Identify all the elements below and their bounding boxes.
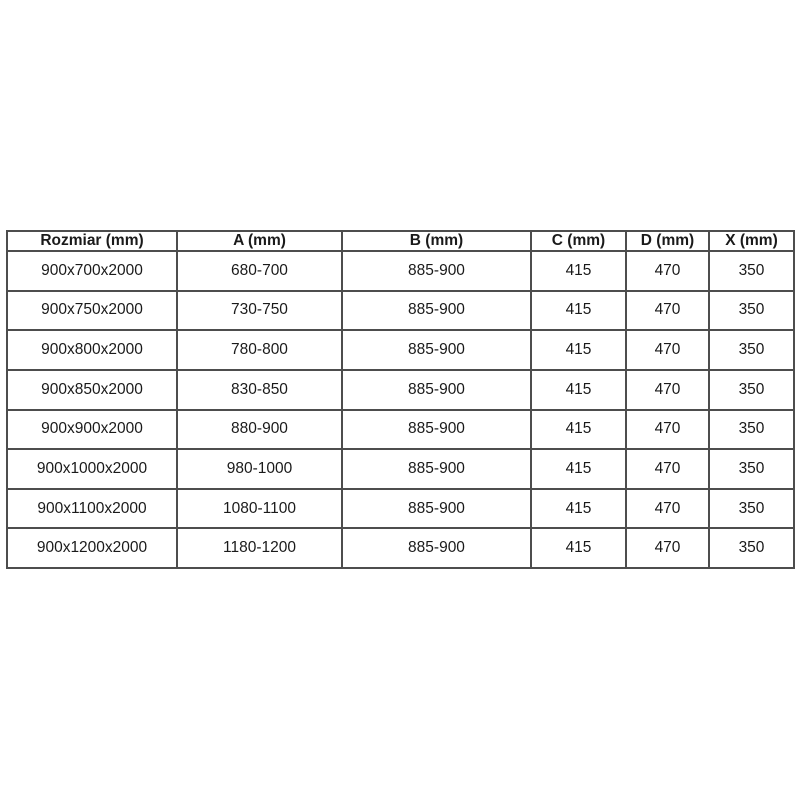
cell-x: 350 (709, 410, 794, 450)
cell-d: 470 (626, 528, 709, 568)
cell-b: 885-900 (342, 528, 531, 568)
header-c: C (mm) (531, 231, 626, 251)
cell-x: 350 (709, 251, 794, 291)
table-row (7, 528, 794, 568)
table-row (7, 251, 794, 291)
cell-d: 470 (626, 370, 709, 410)
table-row (7, 489, 794, 529)
cell-a: 680-700 (177, 251, 342, 291)
cell-b: 885-900 (342, 370, 531, 410)
cell-rozmiar: 900x750x2000 (7, 291, 177, 331)
cell-c: 415 (531, 330, 626, 370)
cell-c: 415 (531, 370, 626, 410)
header-x: X (mm) (709, 231, 794, 251)
cell-x: 350 (709, 330, 794, 370)
cell-a: 1180-1200 (177, 528, 342, 568)
table-header-row (7, 231, 794, 251)
header-a: A (mm) (177, 231, 342, 251)
cell-x: 350 (709, 291, 794, 331)
cell-a: 780-800 (177, 330, 342, 370)
cell-d: 470 (626, 410, 709, 450)
cell-b: 885-900 (342, 330, 531, 370)
cell-b: 885-900 (342, 251, 531, 291)
header-b: B (mm) (342, 231, 531, 251)
table-row (7, 330, 794, 370)
cell-b: 885-900 (342, 449, 531, 489)
cell-c: 415 (531, 489, 626, 529)
cell-rozmiar: 900x1100x2000 (7, 489, 177, 529)
cell-a: 880-900 (177, 410, 342, 450)
cell-c: 415 (531, 449, 626, 489)
cell-d: 470 (626, 291, 709, 331)
header-rozmiar: Rozmiar (mm) (7, 231, 177, 251)
header-d: D (mm) (626, 231, 709, 251)
size-spec-table (6, 230, 795, 569)
table-row (7, 370, 794, 410)
table-row (7, 410, 794, 450)
cell-x: 350 (709, 528, 794, 568)
cell-d: 470 (626, 251, 709, 291)
cell-a: 980-1000 (177, 449, 342, 489)
cell-d: 470 (626, 330, 709, 370)
cell-rozmiar: 900x700x2000 (7, 251, 177, 291)
cell-a: 830-850 (177, 370, 342, 410)
cell-b: 885-900 (342, 489, 531, 529)
cell-rozmiar: 900x1200x2000 (7, 528, 177, 568)
cell-d: 470 (626, 489, 709, 529)
cell-x: 350 (709, 489, 794, 529)
cell-rozmiar: 900x850x2000 (7, 370, 177, 410)
cell-d: 470 (626, 449, 709, 489)
cell-a: 730-750 (177, 291, 342, 331)
cell-x: 350 (709, 370, 794, 410)
cell-rozmiar: 900x900x2000 (7, 410, 177, 450)
cell-c: 415 (531, 528, 626, 568)
cell-c: 415 (531, 251, 626, 291)
cell-b: 885-900 (342, 291, 531, 331)
cell-rozmiar: 900x1000x2000 (7, 449, 177, 489)
cell-x: 350 (709, 449, 794, 489)
cell-b: 885-900 (342, 410, 531, 450)
table-row (7, 449, 794, 489)
cell-c: 415 (531, 410, 626, 450)
cell-rozmiar: 900x800x2000 (7, 330, 177, 370)
table-row (7, 291, 794, 331)
cell-c: 415 (531, 291, 626, 331)
cell-a: 1080-1100 (177, 489, 342, 529)
